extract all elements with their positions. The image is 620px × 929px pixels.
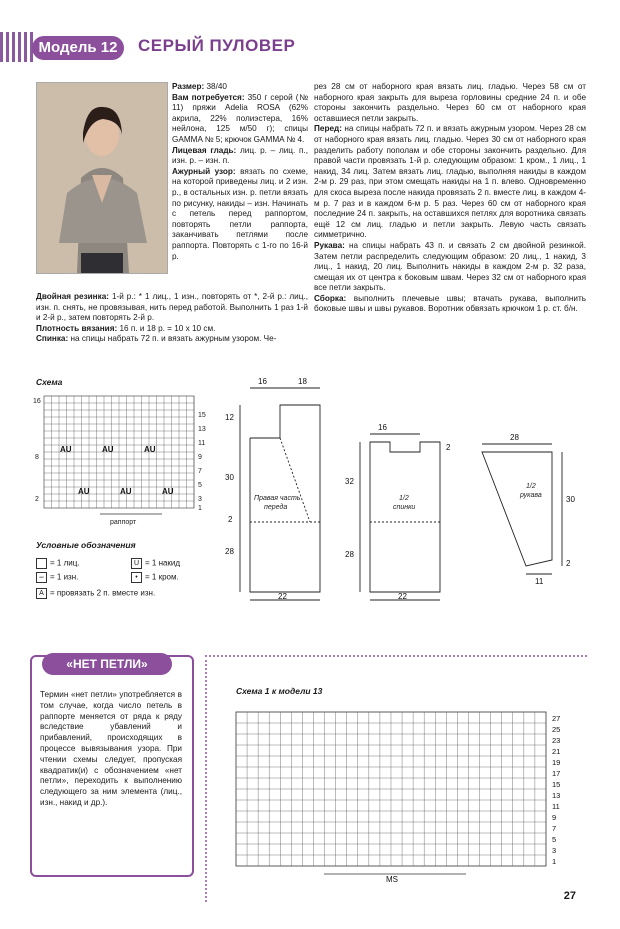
chart-cell: AU (144, 445, 156, 454)
dim: 11 (535, 577, 544, 586)
row-label: 17 (552, 769, 561, 778)
dim: 16 (258, 377, 267, 386)
row-label: 19 (552, 758, 561, 767)
dim: 28 (510, 433, 519, 442)
chart-cell: AU (162, 487, 174, 496)
row-label: 9 (198, 454, 202, 461)
header-stripes (0, 32, 34, 62)
back-label: 1/2 (399, 495, 409, 502)
sleeve-outline (482, 452, 552, 566)
size-para: Размер: 38/40 (172, 82, 227, 91)
dim: 12 (225, 413, 234, 422)
chart-cell: AU (120, 487, 132, 496)
gauge-para: Плотность вязания: 16 п. и 18 р. = 10 х 10 см. (36, 323, 216, 333)
model-badge: Модель 12 (32, 36, 124, 60)
sleeves-para: Рукава: на спицы набрать 43 п. и связать 2 см двойной резинкой. Затем петли распределить следующим образом: 20 лиц., 1 накид, 3 лиц., 1 накид, 20 лиц. Выполнить накиды в каждом 2-м р. 32 раза, смещая их от центра к боковым швам. Через 32 см от наборного края все петли закрыть. (314, 240, 586, 293)
row-label: 21 (552, 747, 561, 756)
row-label: 23 (552, 736, 561, 745)
garment-diagrams (220, 372, 610, 607)
lace-chart (30, 392, 220, 532)
dim: 2 (228, 515, 233, 524)
schema13-chart (234, 710, 574, 885)
row-label: 3 (552, 846, 557, 855)
legend-knit: = 1 лиц. (36, 558, 80, 569)
front-para: Перед: на спицы набрать 72 п. и вязать ажурным узором. Через 28 см от наборного края вязать лиц. гладью. Через 30 см от наборного края разделить работу пополам и обе стороны закончить раздельно. Для правой части провязать 1-й р. следующим образом: 1 кром., 1 лиц., 1 накид, 34 лиц. Затем вязать лиц. гладью, выполняя накиды в каждом 2-м р. 29 раз, при этом смещать накиды на 1 п. влево. Одновременно для скоса выреза после накида провязать 2 п. вместе лиц. в каждом 4-м р. 7 раз и в каждом 6-м р. 5 раз. Через 60 см от наборного края последние 24 п. закрыть, на оставшихся петлях для воротника связать ещё 12 см лиц. гладью и петли закрыть. Левую часть связать симметрично. (314, 124, 586, 240)
dim: 18 (298, 377, 307, 386)
dim: 28 (225, 547, 234, 556)
row-label: 5 (198, 482, 202, 489)
chart-cell: AU (78, 487, 90, 496)
page-title: СЕРЫЙ ПУЛОВЕР (138, 36, 296, 55)
row-label: 15 (552, 780, 561, 789)
row-label: 7 (198, 468, 202, 475)
dim: 22 (398, 592, 407, 601)
dim: 32 (345, 477, 354, 486)
model-photo (36, 82, 168, 274)
dim: 30 (566, 495, 575, 504)
dim: 2 (446, 443, 451, 452)
legend-p2tog: A = провязать 2 п. вместе изн. (36, 588, 155, 599)
legend-title: Условные обозначения (36, 540, 136, 550)
no-stitch-text: Термин «нет петли» употребляется в том случае, когда число петель в раппорте меняется от ряда к ряду вследствие убавлений и прибавлений, происходящих в процессе вывязывания узора. При чтении схемы следует, пропуская квадратик(и) с обозначением «нет петли», переходить к выполнению следующего за ним элемента (лиц., изн., накид и др.). (40, 690, 182, 807)
back-cont-para: рез 28 см от наборного края вязать лиц. гладью. Через 58 см от наборного края закрыть для выреза горловины средние 24 п. и обе стороны закончить раздельно. Через 60 см от наборного края оставшиеся петли закрыть. (314, 82, 586, 123)
row-label: 8 (35, 454, 39, 461)
dim: 28 (345, 550, 354, 559)
materials-block (172, 82, 308, 262)
row-label: 2 (35, 496, 39, 503)
assembly-para: Сборка: выполнить плечевые швы; втачать рукава, выполнить боковые швы и швы рукавов. Воротник обвязать крючком 1 р. ст. б/н. (314, 293, 586, 314)
row-label: 7 (552, 824, 557, 833)
row-label: 9 (552, 813, 557, 822)
dim: 30 (225, 473, 234, 482)
rapport-label: раппорт (110, 519, 137, 526)
row-label: 13 (552, 791, 561, 800)
legend-edge: • = 1 кром. (131, 572, 179, 583)
back-para: Спинка: на спицы набрать 72 п. и вязать ажурным узором. Че- (36, 334, 277, 344)
schema13-title: Схема 1 к модели 13 (236, 686, 323, 696)
yarn-over-symbol-icon: U (131, 558, 142, 569)
row-label: 11 (552, 802, 560, 811)
schema-title: Схема (36, 377, 63, 387)
p2tog-symbol-icon: A (36, 588, 47, 599)
row-label: 11 (198, 440, 206, 447)
purl-symbol-icon: − (36, 572, 47, 583)
dim: 16 (378, 423, 387, 432)
row-label: 27 (552, 714, 561, 723)
sleeve-label: 1/2 (526, 483, 536, 490)
row-label: 25 (552, 725, 561, 734)
front-label: Правая часть (254, 495, 301, 502)
woman-photo-illustration (37, 83, 167, 273)
lace-pattern-para: Ажурный узор: вязать по схеме, на которой приведены лиц. и 2 изн. р., в остальных изн. р. петли вязать по рисунку, накиды – изн. Начинать с петель перед раппортом, повторять петли раппорта, заканчивать петлями после раппорта. Повторять с 1-го по 16-й р. (172, 166, 308, 261)
legend-purl: − = 1 изн. (36, 572, 78, 583)
chart-cell: AU (102, 445, 114, 454)
legend-yo: U = 1 накид (131, 558, 180, 569)
back-outline (370, 442, 440, 592)
row-label: 1 (198, 505, 202, 512)
sleeve-label: рукава (520, 492, 542, 499)
knit-symbol-icon (36, 558, 47, 569)
row-label: 15 (198, 412, 206, 419)
row-label: 13 (198, 426, 206, 433)
need-para: Вам потребуется: 350 г серой (№ 11) пряжи Adelia ROSA (62% акрила, 22% полиэстера, 16% нейлона, 125 м/50 г); спицы GAMMA № 5; крючок GAMMA № 4. (172, 92, 309, 144)
rib-para: Двойная резинка: 1-й р.: * 1 лиц., 1 изн., повторять от *, 2-й р.: лиц., изн. п. снять, не провязывая, нить перед работой. Выполнить 1 раз 1-й и 2-й р., затем повторять 2-й р. (36, 292, 308, 323)
back-label: спинки (393, 504, 416, 511)
dim: 22 (278, 592, 287, 601)
chart-cell: AU (60, 445, 72, 454)
ms-label: MS (386, 875, 398, 884)
page-number: 27 (563, 890, 576, 902)
stockinette-para: Лицевая гладь: лиц. р. – лиц. п., изн. р. – изн. п. (172, 145, 308, 166)
edge-stitch-symbol-icon: • (131, 572, 142, 583)
row-label: 16 (33, 398, 41, 405)
row-label: 1 (552, 857, 557, 866)
instructions-block (314, 82, 586, 315)
row-label: 3 (198, 496, 202, 503)
dim: 2 (566, 559, 571, 568)
row-label: 5 (552, 835, 557, 844)
no-stitch-title: «НЕТ ПЕТЛИ» (42, 653, 172, 675)
rib-block (36, 292, 308, 345)
front-label: переда (264, 504, 288, 511)
